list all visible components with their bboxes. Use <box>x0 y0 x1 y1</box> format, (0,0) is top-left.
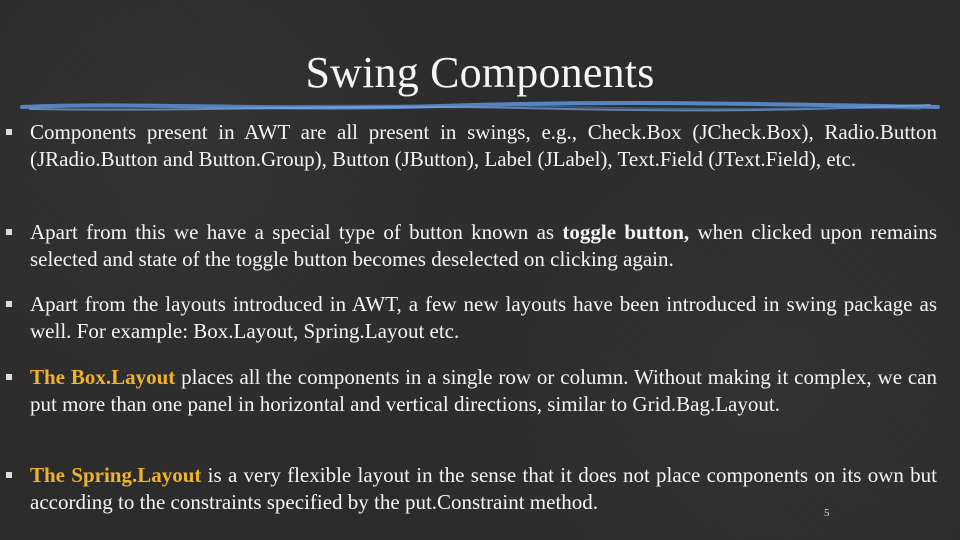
bullet-bold-term: toggle button, <box>562 220 690 244</box>
bullet-accent-term: The Spring.Layout <box>30 463 202 487</box>
title-underline <box>20 98 940 118</box>
bullet-text-part: when clicked upon remains selected and state of the toggle button becomes deselected on clicking again. <box>30 220 937 271</box>
bullet-accent-term: The Box.Layout <box>30 365 176 389</box>
bullet-text: Apart from the layouts introduced in AWT, a few new layouts have been introduced in swing package as well. For example: Box.Layout, Spring.Layout etc. <box>30 292 937 343</box>
bullet-text-part: places all the components in a single row or column. Without making it complex, we can put more than one panel in horizontal and vertical directions, similar to Grid.Bag.Layout. <box>30 365 937 416</box>
bullet-marker-icon <box>6 301 12 307</box>
bullet-marker-icon <box>6 472 12 478</box>
bullet-marker-icon <box>6 129 12 135</box>
bullet-text <box>30 219 937 273</box>
slide-title: Swing Components <box>305 48 655 97</box>
bullet-text <box>30 364 937 418</box>
bullet-text: Components present in AWT are all present in swings, e.g., Check.Box (JCheck.Box), Radio.Button (JRadio.Button and Button.Group), Button (JButton), Label (JLabel), Text.Field (JText.Field), etc. <box>30 120 937 171</box>
bullet-text-part: Apart from this we have a special type of button known as <box>30 220 563 244</box>
bullet-text-part: is a very flexible layout in the sense that it does not place components on its own but according to the constraints specified by the put.Constraint method. <box>30 463 937 514</box>
bullet-marker-icon <box>6 229 12 235</box>
bullet-marker-icon <box>6 374 12 380</box>
bullet-text <box>30 462 937 516</box>
page-number: 5 <box>824 507 830 519</box>
